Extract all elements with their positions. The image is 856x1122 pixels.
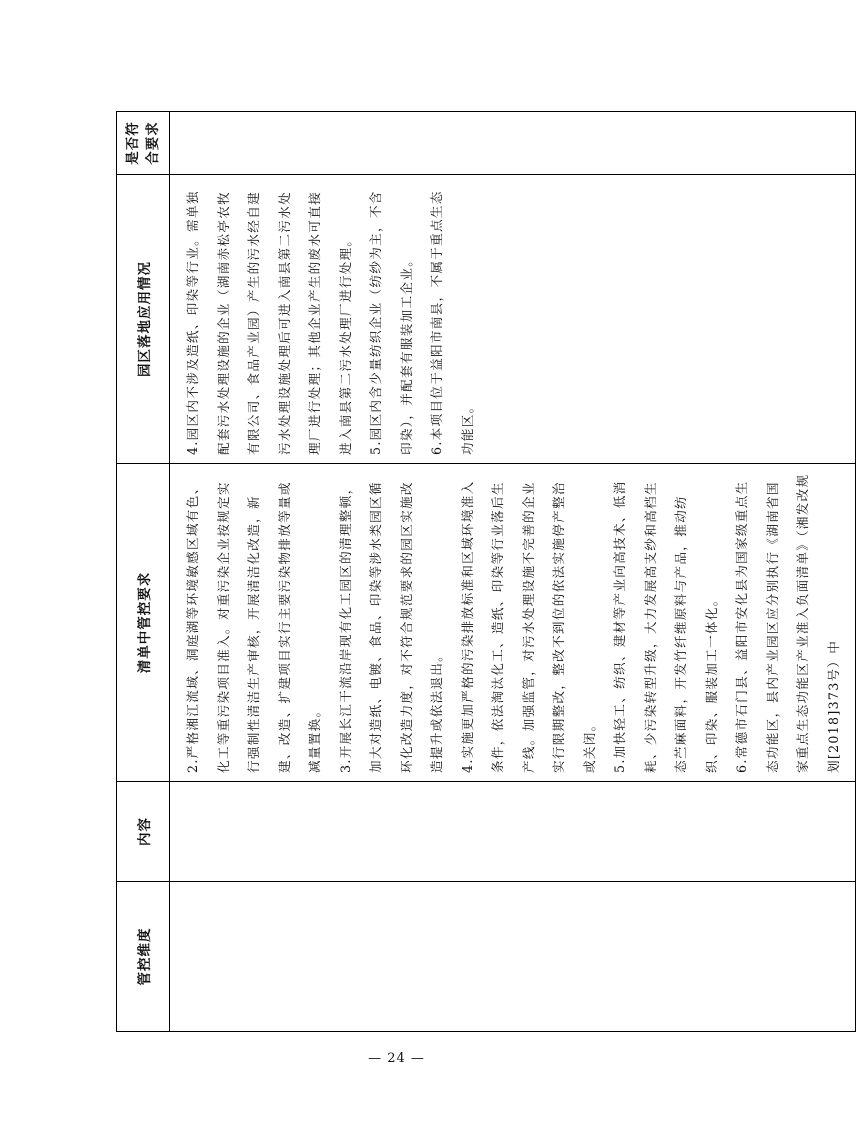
requirements-cell <box>170 464 856 782</box>
situation-item: 4.园区内不涉及造纸、印染等行业。需单独配套污水处理设施的企业（湖南赤松亭农牧有限公司、食品产业园）产生的污水经自建污水处理设施处理后可进入南县第二污水处理厂进行处理；其他企业产生的废水可直接进入南县第二污水处理厂进行处理。 <box>185 190 353 455</box>
compliance-cell <box>170 112 856 175</box>
rotated-table-page <box>116 112 841 1032</box>
table-row <box>170 112 856 1032</box>
situation-item: 6.本项目位于益阳市南县，不属于重点生态功能区。 <box>429 190 475 455</box>
content-cell <box>170 782 856 882</box>
page-number: — 24 — <box>368 1051 425 1066</box>
table-header-row <box>117 112 170 1032</box>
requirement-item: 6.常德市石门县、益阳市安化县为国家级重点生态功能区，县内产业园区应分别执行《湖南省国家重点生态功能区产业准入负面清单》（湘发改规划[2018]373号）中 <box>734 473 841 773</box>
header-compliance-line1: 是否符 <box>125 121 141 165</box>
requirement-item: 3.开展长江干流沿岸现有化工园区的清理整顿，加大对造纸、电镀、食品、印染等涉水类园区循环化改造力度，对不符合规范要求的园区实施改造提升或依法退出。 <box>337 480 444 773</box>
control-requirements-table <box>116 111 856 1032</box>
header-compliance <box>117 112 170 175</box>
header-content: 内容 <box>117 782 170 882</box>
requirement-item: 5.加快轻工、纺织、建材等产业向高技术、低消耗、少污染转型升级，大力发展高支纱和高档生态苎麻面料，开发竹纤维原料与产品，推动纺织、印染、服装加工一体化。 <box>612 480 719 773</box>
requirement-item: 4.实施更加严格的污染排放标准和区域环境准入条件，依法淘汰化工、造纸、印染等行业落后生产线。加强监管，对污水处理设施不完善的企业实行限期整改，整改不到位的依法实施停产整治或关闭。 <box>459 480 597 773</box>
header-situation: 园区落地应用情况 <box>117 175 170 464</box>
situation-cell <box>170 175 856 464</box>
requirement-item: 2.严格湘江流域、洞庭湖等环境敏感区域有色、化工等重污染项目准入。对重污染企业按规定实行强制性清洁生产审核，开展清洁化改造，新建、改造、扩建项目实行主要污染物排放等量或减量置换。 <box>185 480 322 773</box>
dimension-cell <box>170 882 856 1032</box>
situation-item: 5.园区内含少量纺织企业（纺纱为主，不含印染），并配套有服装加工企业。 <box>368 190 414 455</box>
header-dimension: 管控维度 <box>117 882 170 1032</box>
header-requirements: 清单中管控要求 <box>117 464 170 782</box>
header-compliance-line2: 合要求 <box>145 121 161 165</box>
